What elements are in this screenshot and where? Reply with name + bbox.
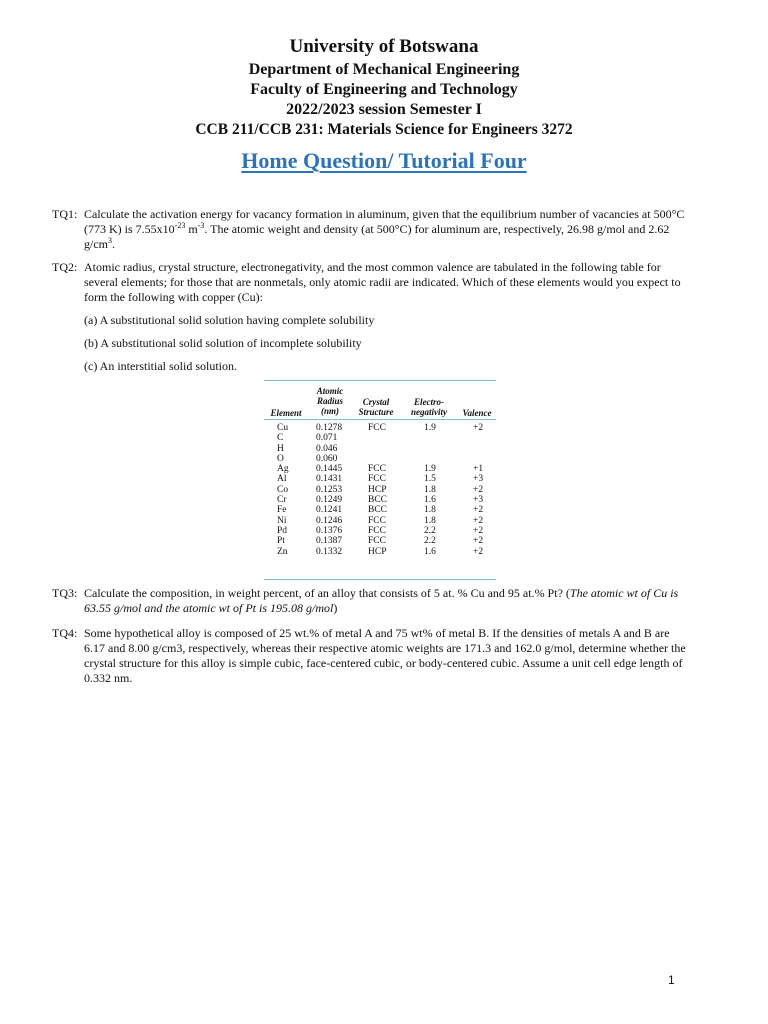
header-atomic-radius: Atomic Radius (nm) <box>316 386 344 416</box>
cell-electronegativity: 1.6 <box>424 546 436 557</box>
table-row <box>264 526 496 536</box>
faculty-name: Faculty of Engineering and Technology <box>250 81 518 98</box>
table-row <box>264 547 496 557</box>
cell-structure: BCC <box>368 495 388 506</box>
table-rule-top <box>264 380 496 381</box>
question-text: Calculate the composition, in weight percent, of an alloy that consists of 5 at. % Cu and 95 at.% Pt? (The atomic wt of Cu is 63.55 g/mol and the atomic wt of Pt is 195.08 g/mol) <box>84 586 679 615</box>
cell-radius: 0.1332 <box>316 546 343 557</box>
question-tq4 <box>52 626 692 686</box>
cell-valence: +3 <box>473 474 484 485</box>
cell-element: Pt <box>277 536 285 547</box>
question-label: TQ2: <box>52 260 78 274</box>
cell-radius: 0.1376 <box>316 525 343 536</box>
cell-valence: +2 <box>473 423 484 433</box>
page-number: 1 <box>668 973 675 987</box>
table-row <box>264 516 496 526</box>
university-name: University of Botswana <box>289 36 479 57</box>
cell-structure: FCC <box>368 525 386 536</box>
option-b: (b) A substitutional solid solution of incomplete solubility <box>84 336 362 350</box>
header-valence: Valence <box>462 408 492 418</box>
table-row <box>264 536 496 546</box>
cell-valence: +3 <box>473 495 484 506</box>
cell-electronegativity: 1.8 <box>424 515 436 526</box>
cell-element: Pd <box>277 525 288 536</box>
cell-element: Cu <box>277 423 289 433</box>
cell-valence: +2 <box>473 525 484 536</box>
option-a: (a) A substitutional solid solution having complete solubility <box>84 313 375 327</box>
table-row <box>264 464 496 474</box>
question-label: TQ1: <box>52 207 78 221</box>
question-tq2 <box>52 260 692 305</box>
cell-structure: FCC <box>368 536 386 547</box>
cell-element: Co <box>277 484 289 495</box>
cell-structure: BCC <box>368 505 388 516</box>
cell-radius: 0.046 <box>316 443 338 454</box>
question-label: TQ3: <box>52 586 78 600</box>
cell-element: Ag <box>277 464 289 475</box>
cell-electronegativity: 1.9 <box>424 423 436 433</box>
cell-valence: +2 <box>473 515 484 526</box>
cell-electronegativity: 2.2 <box>424 525 436 536</box>
header-crystal-structure: Crystal Structure <box>358 397 394 417</box>
header-element: Element <box>270 408 302 418</box>
question-tq1 <box>52 207 692 252</box>
cell-radius: 0.1445 <box>316 464 343 475</box>
cell-valence: +2 <box>473 484 484 495</box>
cell-valence: +2 <box>473 546 484 557</box>
cell-radius: 0.1246 <box>316 515 343 526</box>
cell-radius: 0.1387 <box>316 536 343 547</box>
cell-radius: 0.071 <box>316 433 338 444</box>
cell-electronegativity: 1.5 <box>424 474 436 485</box>
page-title: Home Question/ Tutorial Four <box>241 148 527 173</box>
cell-electronegativity: 1.6 <box>424 495 436 506</box>
cell-structure: FCC <box>368 474 386 485</box>
cell-electronegativity: 2.2 <box>424 536 436 547</box>
cell-radius: 0.1249 <box>316 495 343 506</box>
table-body <box>264 423 496 557</box>
table-row <box>264 474 496 484</box>
cell-valence: +2 <box>473 505 484 516</box>
cell-element: C <box>277 433 284 444</box>
cell-radius: 0.1241 <box>316 505 343 516</box>
cell-electronegativity: 1.9 <box>424 464 436 475</box>
question-text: Calculate the activation energy for vacancy formation in aluminum, given that the equilibrium number of vacancies at 500°C (773 K) is $7.55x10^{-23}$ $m^{-3}$. The atomic weight and density (at 500°C) for aluminum are, respectively, 26.98 g/mol and 2.62 $g/cm^3$. <box>84 207 685 251</box>
cell-structure: FCC <box>368 464 386 475</box>
cell-electronegativity: 1.8 <box>424 484 436 495</box>
cell-radius: 0.1278 <box>316 423 343 433</box>
question-tq3 <box>52 586 692 616</box>
cell-structure: HCP <box>368 546 387 557</box>
department-name: Department of Mechanical Engineering <box>248 61 520 78</box>
cell-valence: +2 <box>473 536 484 547</box>
table-rule-mid <box>264 419 496 420</box>
header-electronegativity: Electro- negativity <box>411 397 447 417</box>
cell-element: Ni <box>277 515 287 526</box>
option-c: (c) An interstitial solid solution. <box>84 359 237 373</box>
cell-structure: FCC <box>368 515 386 526</box>
table-row <box>264 423 496 433</box>
cell-radius: 0.060 <box>316 453 338 464</box>
cell-structure: HCP <box>368 484 387 495</box>
table-row <box>264 444 496 454</box>
table-row <box>264 454 496 464</box>
course-title: CCB 211/CCB 231: Materials Science for Engineers 3272 <box>195 121 573 138</box>
cell-electronegativity: 1.8 <box>424 505 436 516</box>
cell-element: O <box>277 453 284 464</box>
cell-structure: FCC <box>368 423 386 433</box>
session-info: 2022/2023 session Semester I <box>286 101 482 118</box>
table-row <box>264 505 496 515</box>
cell-element: H <box>277 443 284 454</box>
cell-element: Zn <box>277 546 288 557</box>
table-row <box>264 495 496 505</box>
question-text: Some hypothetical alloy is composed of 25 wt.% of metal A and 75 wt% of metal B. If the densities of metals A and B are 6.17 and 8.00 g/cm3, respectively, whereas their respective atomic weights are 171.3 and 162.0 g/mol, determine whether the crystal structure for this alloy is simple cubic, face-centered cubic, or body-centered cubic. Assume a unit cell edge length of 0.332 nm. <box>84 626 686 685</box>
cell-radius: 0.1253 <box>316 484 343 495</box>
cell-element: Al <box>277 474 287 485</box>
table-row <box>264 485 496 495</box>
table-row <box>264 433 496 443</box>
cell-valence: +1 <box>473 464 484 475</box>
cell-element: Cr <box>277 495 287 506</box>
cell-radius: 0.1431 <box>316 474 343 485</box>
cell-element: Fe <box>277 505 287 516</box>
table-rule-bottom <box>264 579 496 580</box>
question-label: TQ4: <box>52 626 78 640</box>
question-text: Atomic radius, crystal structure, electronegativity, and the most common valence are tabulated in the following table for several elements; for those that are nonmetals, only atomic radii are indicated. Which of these elements would you expect to form the following with copper (Cu): <box>84 260 681 304</box>
